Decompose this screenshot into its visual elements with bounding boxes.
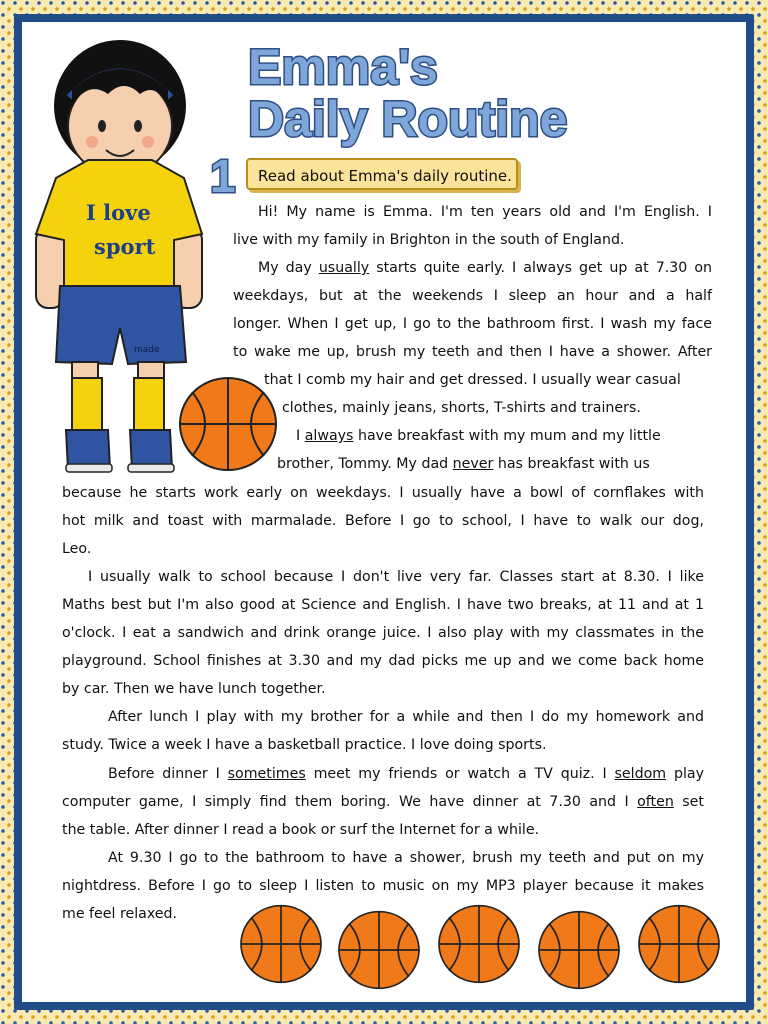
text-line: nightdress. Before I go to sleep I listen to music on my MP3 player because it makes xyxy=(62,878,704,894)
text-line: Hi! My name is Emma. I'm ten years old and I'm English. I xyxy=(258,204,712,220)
text-line: clothes, mainly jeans, shorts, T-shirts and trainers. xyxy=(282,400,641,416)
text-line: to wake me up, brush my teeth and then I have a shower. After xyxy=(233,344,712,360)
text-line: After lunch I play with my brother for a while and then I do my homework and xyxy=(108,709,704,725)
text-line: because he starts work early on weekdays. I usually have a bowl of cornflakes with xyxy=(62,485,704,501)
text-line: I usually walk to school because I don't live very far. Classes start at 8.30. I like xyxy=(88,569,704,585)
text-line: weekdays, but at the weekends I sleep an hour and a half xyxy=(233,288,712,304)
text-line: computer game, I simply find them boring. We have dinner at 7.30 and I often set xyxy=(62,794,704,810)
text-line: Before dinner I sometimes meet my friends or watch a TV quiz. I seldom play xyxy=(108,766,705,782)
title-line-2: Daily Routine xyxy=(248,91,568,147)
text-line: At 9.30 I go to the bathroom to have a shower, brush my teeth and put on my xyxy=(108,850,704,866)
tshirt-text-1: I love xyxy=(86,200,151,225)
page-title xyxy=(248,32,668,152)
underlined-word: sometimes xyxy=(227,766,306,782)
basketball-icon xyxy=(336,910,422,990)
title-line-1: Emma's xyxy=(248,39,438,95)
text-line: longer. When I get up, I go to the bathroom first. I wash my face xyxy=(233,316,712,332)
text-line: Leo. xyxy=(62,541,92,557)
text-line: playground. School finishes at 3.30 and my dad picks me up and we come back home xyxy=(62,653,704,669)
exercise-number xyxy=(206,150,246,200)
tshirt-text-2: sport xyxy=(94,234,156,259)
text-line: o'clock. I eat a sandwich and drink orange juice. I also play with my classmates in the xyxy=(62,625,704,641)
text-line: by car. Then we have lunch together. xyxy=(62,681,326,697)
text-line: study. Twice a week I have a basketball practice. I love doing sports. xyxy=(62,737,547,753)
text-line: that I comb my hair and get dressed. I usually wear casual xyxy=(264,372,681,388)
text-line: the table. After dinner I read a book or surf the Internet for a while. xyxy=(62,822,540,838)
text-line: Maths best but I'm also good at Science and English. I have two breaks, at 11 and at 1 xyxy=(62,597,704,613)
text-line: me feel relaxed. xyxy=(62,906,178,922)
text-line: live with my family in Brighton in the south of England. xyxy=(233,232,625,248)
text-line: My day usually starts quite early. I always get up at 7.30 on xyxy=(258,260,712,276)
basketball-icon xyxy=(436,904,522,984)
basketball-icon xyxy=(238,904,324,984)
basketball-icon xyxy=(536,910,622,990)
instruction-box: Read about Emma's daily routine. xyxy=(246,158,518,190)
underlined-word: always xyxy=(304,428,354,444)
basketball-icon xyxy=(636,904,722,984)
underlined-word: never xyxy=(452,456,494,472)
underlined-word: seldom xyxy=(614,766,667,782)
basketball-icon xyxy=(178,376,278,472)
shorts-tag: made xyxy=(134,345,160,355)
text-line: brother, Tommy. My dad never has breakfast with us xyxy=(277,456,650,472)
svg-text:1: 1 xyxy=(210,150,236,200)
underlined-word: usually xyxy=(318,260,370,276)
text-line: I always have breakfast with my mum and my little xyxy=(296,428,661,444)
text-line: hot milk and toast with marmalade. Before I go to school, I have to walk our dog, xyxy=(62,513,704,529)
underlined-word: often xyxy=(637,794,674,810)
